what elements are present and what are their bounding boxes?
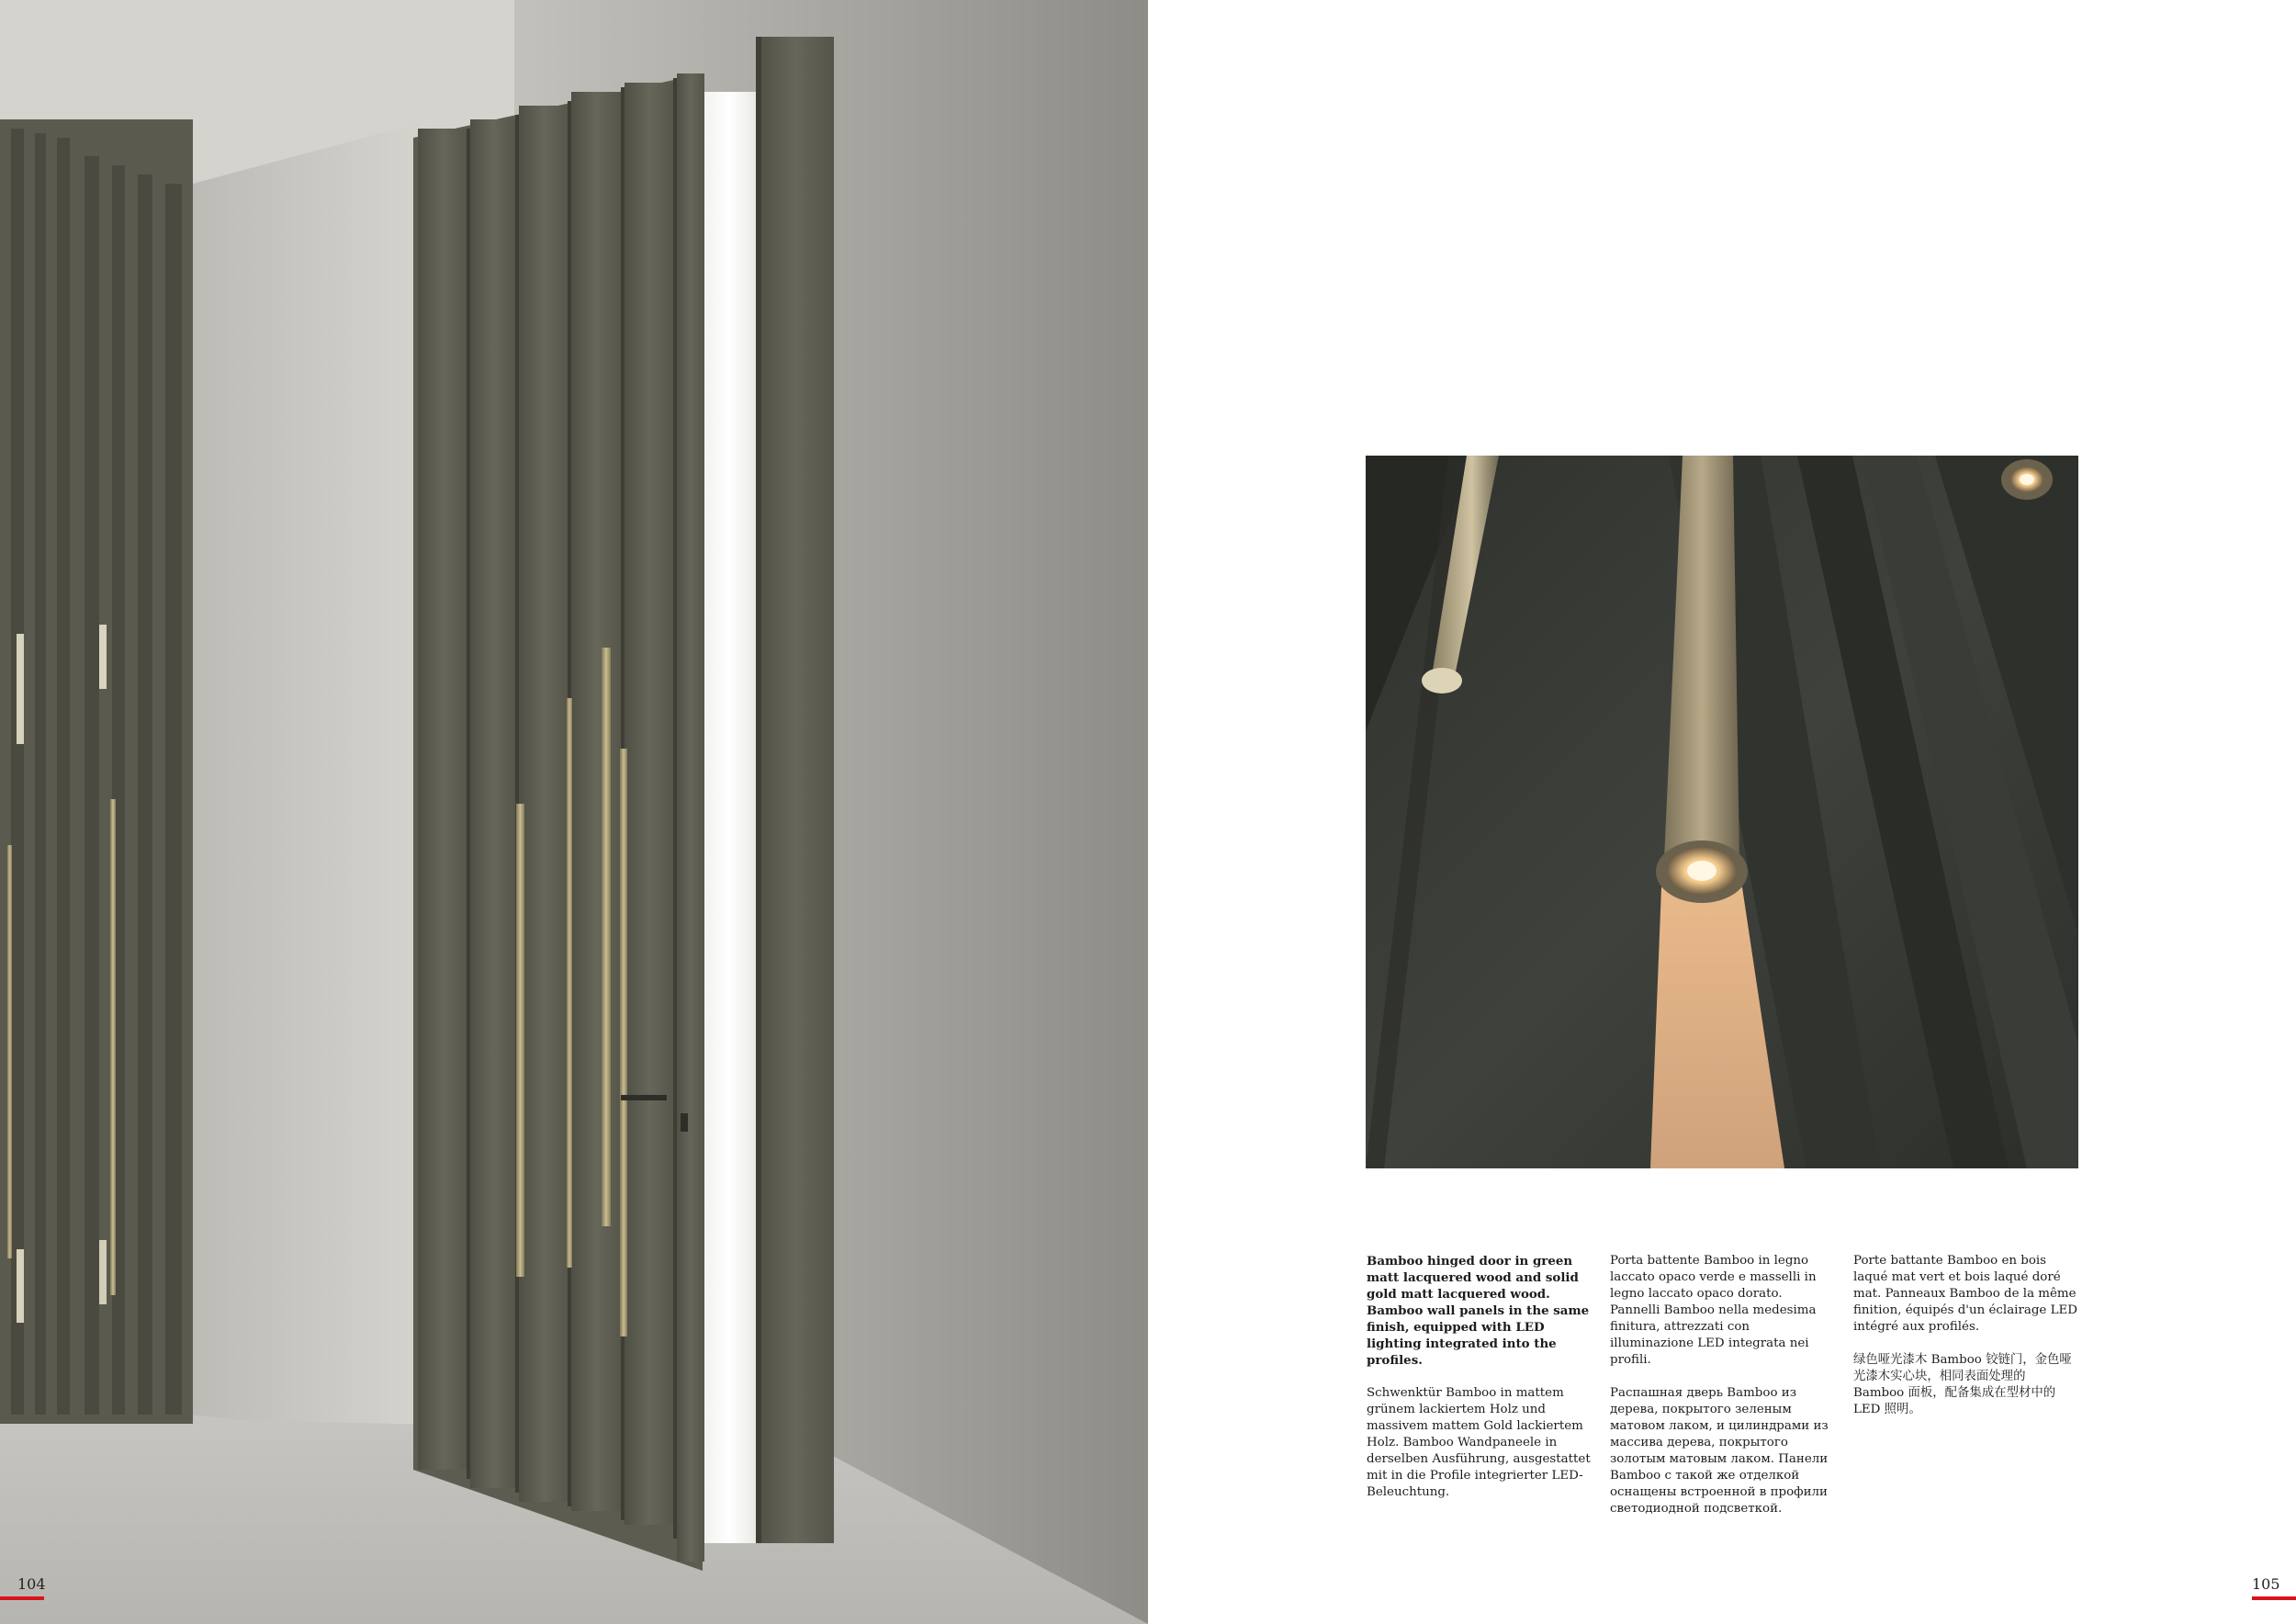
- caption-column-3: [1853, 1253, 2079, 1435]
- caption-russian: Распашная дверь Bamboo из дерева, покрытого зеленым матовом лаком, и цилиндрами из массива дерева, покрытого золотым матовым лаком. Панели Bamboo с такой же отделкой оснащены встроенной в профили светодиодной подсветкой.: [1610, 1386, 1829, 1516]
- caption-german: Schwenktür Bamboo in mattem grünem lackiertem Holz und massivem mattem Gold lackiertem Holz. Bamboo Wandpaneele in derselben Ausführung, ausgestattet mit in die Profile integrierter LED-Beleuchtung.: [1367, 1386, 1591, 1499]
- caption-english: Bamboo hinged door in green matt lacquered wood and solid gold matt lacquered wood. Bamboo wall panels in the same finish, equipped with LED lighting integrated into the profiles.: [1367, 1254, 1590, 1368]
- page-number-left: 104: [17, 1575, 46, 1593]
- caption-column-1: [1367, 1253, 1593, 1517]
- caption-italian: Porta battente Bamboo in legno laccato opaco verde e masselli in legno laccato opaco dorato. Pannelli Bamboo nella medesima finitura, attrezzati con illuminazione LED integrata nei profili.: [1610, 1254, 1817, 1367]
- page-number-right: 105: [2252, 1575, 2280, 1593]
- caption-column-2: [1610, 1253, 1836, 1534]
- caption-french: Porte battante Bamboo en bois laqué mat vert et bois laqué doré mat. Panneaux Bamboo de la même finition, équipés d'un éclairage LED intégré aux profilés.: [1853, 1254, 2077, 1334]
- caption-chinese: 绿色哑光漆木 Bamboo 铰链门，金色哑光漆木实心块，相同表面处理的 Bamboo 面板，配备集成在型材中的 LED 照明。: [1853, 1353, 2072, 1416]
- page-marker-left: [0, 1596, 44, 1600]
- page-marker-right: [2252, 1596, 2296, 1600]
- led-detail-photo: [1366, 456, 2078, 1168]
